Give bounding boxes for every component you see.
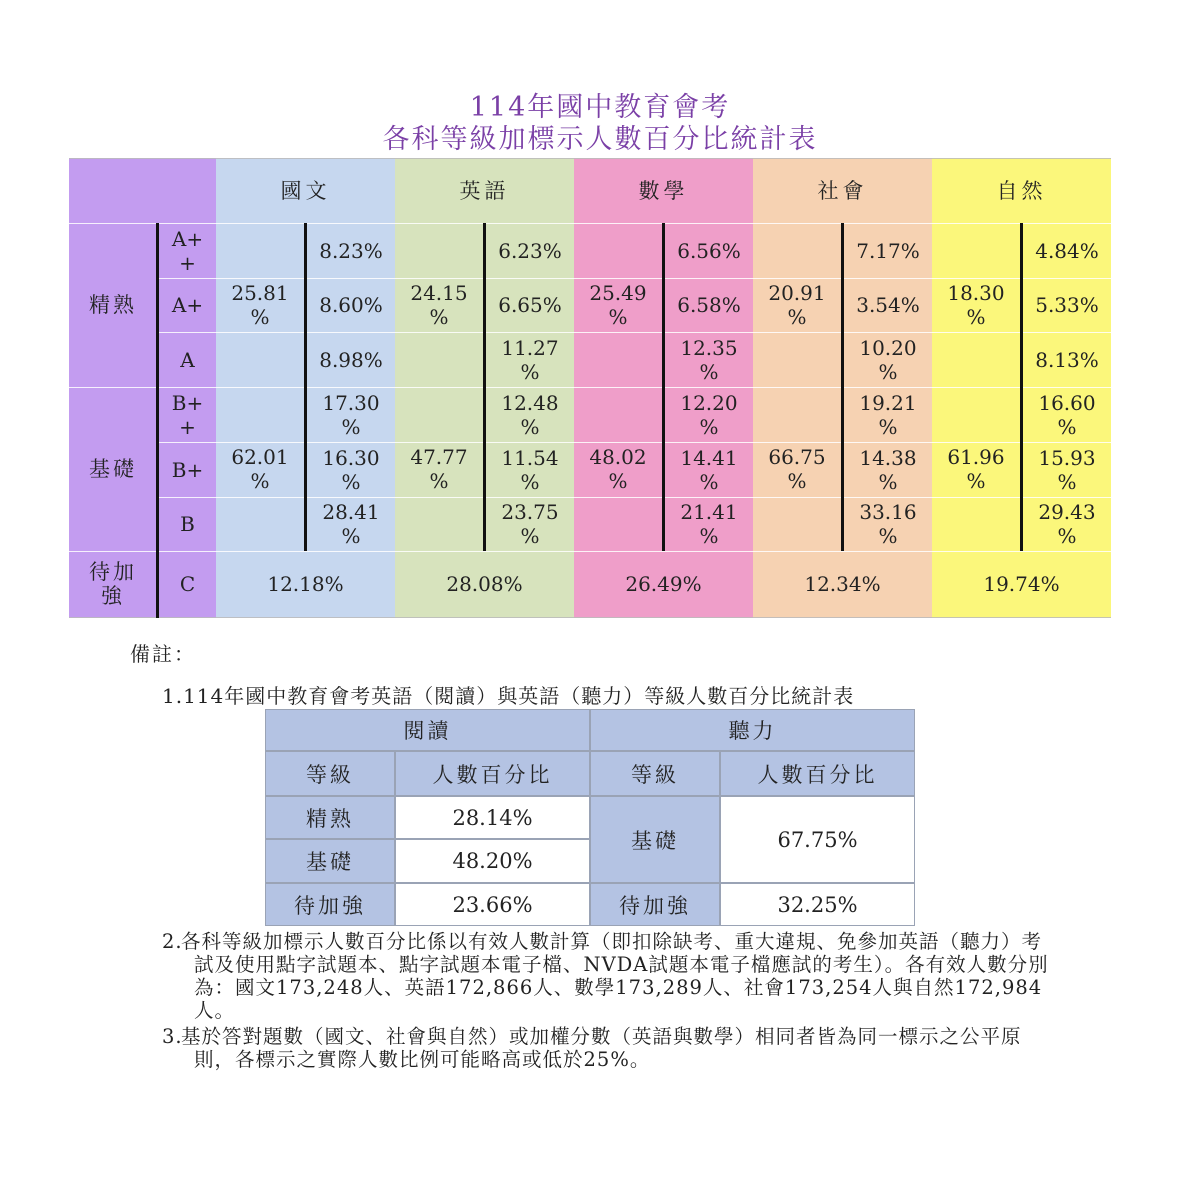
math-a: 12.35 %	[680, 335, 738, 384]
page-title-line1: 114年國中教育會考	[469, 92, 731, 123]
grade-label-a: A	[180, 347, 195, 372]
science-a-plus: 5.33%	[1035, 293, 1099, 317]
header-chinese: 國文	[280, 178, 331, 203]
english-a-plus: 6.65%	[498, 293, 562, 317]
grade-label-b-plus: B+	[171, 457, 204, 482]
notes-label: 備註：	[130, 642, 196, 666]
level-basic: 基礎	[89, 457, 137, 481]
math-b: 21.41 %	[680, 500, 738, 548]
grade-label-b-plus-plus: B+ +	[171, 390, 204, 439]
chinese-a-plus: 8.60%	[319, 293, 383, 317]
reading-value-needs-improvement: 23.66%	[395, 883, 590, 926]
reading-level-proficient: 精熟	[265, 796, 395, 839]
sub-header-reading: 閱讀	[265, 709, 590, 751]
science-c: 19.74%	[983, 572, 1060, 596]
english-a-plus-plus: 6.23%	[498, 238, 562, 263]
social-b-plus: 14.38 %	[859, 445, 917, 494]
note-3	[162, 1025, 1062, 1071]
listening-level-needs-improvement: 待加強	[590, 883, 720, 926]
level-proficient: 精熟	[89, 293, 137, 317]
social-a: 10.20 %	[859, 335, 917, 384]
math-c: 26.49%	[625, 572, 702, 596]
chinese-a-plus-plus: 8.23%	[319, 238, 383, 263]
social-a-plus: 3.54%	[856, 293, 920, 317]
sub-header-listening: 聽力	[590, 709, 915, 751]
science-a-plus-plus: 4.84%	[1035, 238, 1099, 263]
note-3-text: 基於答對題數（國文、社會與自然）或加權分數（英語與數學）相同者皆為同一標示之公平原則，各標示之實際人數比例可能略高或低於25%。	[181, 1025, 1022, 1071]
chinese-a: 8.98%	[319, 347, 383, 372]
grade-label-a-plus-plus: A+ +	[171, 226, 204, 275]
english-sub-table	[265, 709, 915, 926]
reading-value-basic: 48.20%	[395, 839, 590, 883]
social-b-plus-plus: 19.21 %	[859, 390, 917, 439]
english-c: 28.08%	[446, 572, 523, 596]
chinese-proficient-total: 25.81 %	[231, 281, 289, 329]
chinese-b-plus: 16.30 %	[322, 445, 380, 494]
reading-value-proficient: 28.14%	[395, 796, 590, 839]
sub-header-reading-percent: 人數百分比	[395, 751, 590, 796]
science-b-plus-plus: 16.60 %	[1038, 390, 1096, 439]
note1-title: 1.114年國中教育會考英語（閱讀）與英語（聽力）等級人數百分比統計表	[162, 684, 855, 708]
english-basic-total: 47.77 %	[410, 445, 468, 493]
note-2	[162, 930, 1062, 1022]
page-title-line2: 各科等級加標示人數百分比統計表	[382, 124, 818, 155]
listening-value-needs-improvement: 32.25%	[720, 883, 915, 926]
listening-value-basic: 67.75%	[720, 796, 915, 883]
english-b-plus-plus: 12.48 %	[501, 390, 559, 439]
note-2-number: 2.	[162, 930, 183, 953]
sub-header-reading-grade: 等級	[265, 751, 395, 796]
math-proficient-total: 25.49 %	[589, 281, 647, 329]
header-social: 社會	[817, 178, 868, 203]
listening-level-basic: 基礎	[590, 796, 720, 883]
social-basic-total: 66.75 %	[768, 445, 826, 493]
chinese-c: 12.18%	[267, 572, 344, 596]
note-2-text: 各科等級加標示人數百分比係以有效人數計算（即扣除缺考、重大違規、免參加英語（聽力）考試及使用點字試題本、點字試題本電子檔、NVDA試題本電子檔應試的考生）。各有效人數分別為：國文173,248人、英語172,866人、數學173,289人、社會173,254人與自然172,984人。	[181, 930, 1049, 1022]
social-c: 12.34%	[804, 572, 881, 596]
header-english: 英語	[459, 178, 510, 203]
chinese-b: 28.41 %	[322, 500, 380, 548]
math-a-plus-plus: 6.56%	[677, 238, 741, 263]
sub-header-listening-percent: 人數百分比	[720, 751, 915, 796]
social-proficient-total: 20.91 %	[768, 281, 826, 329]
social-a-plus-plus: 7.17%	[856, 238, 920, 263]
header-science: 自然	[996, 178, 1047, 203]
english-proficient-total: 24.15 %	[410, 281, 468, 329]
english-a: 11.27 %	[501, 335, 559, 384]
header-math: 數學	[638, 178, 689, 203]
english-b-plus: 11.54 %	[501, 445, 559, 494]
social-b: 33.16 %	[859, 500, 917, 548]
note-3-number: 3.	[162, 1025, 183, 1048]
grade-label-a-plus: A+	[171, 293, 204, 317]
reading-level-needs-improvement: 待加強	[265, 883, 395, 926]
chinese-basic-total: 62.01 %	[231, 445, 289, 493]
chinese-b-plus-plus: 17.30 %	[322, 390, 380, 439]
grade-label-c: C	[179, 572, 196, 596]
math-basic-total: 48.02 %	[589, 445, 647, 493]
math-b-plus: 14.41 %	[680, 445, 738, 494]
science-b-plus: 15.93 %	[1038, 445, 1096, 494]
science-b: 29.43 %	[1038, 500, 1096, 548]
science-proficient-total: 18.30 %	[947, 281, 1005, 329]
level-needs-improvement: 待加 強	[89, 560, 137, 608]
reading-level-basic: 基礎	[265, 839, 395, 883]
english-b: 23.75 %	[501, 500, 559, 548]
science-a: 8.13%	[1035, 347, 1099, 372]
math-a-plus: 6.58%	[677, 293, 741, 317]
sub-header-listening-grade: 等級	[590, 751, 720, 796]
main-statistics-table	[69, 158, 1111, 618]
math-b-plus-plus: 12.20 %	[680, 390, 738, 439]
grade-label-b: B	[180, 512, 195, 536]
science-basic-total: 61.96 %	[947, 445, 1005, 493]
